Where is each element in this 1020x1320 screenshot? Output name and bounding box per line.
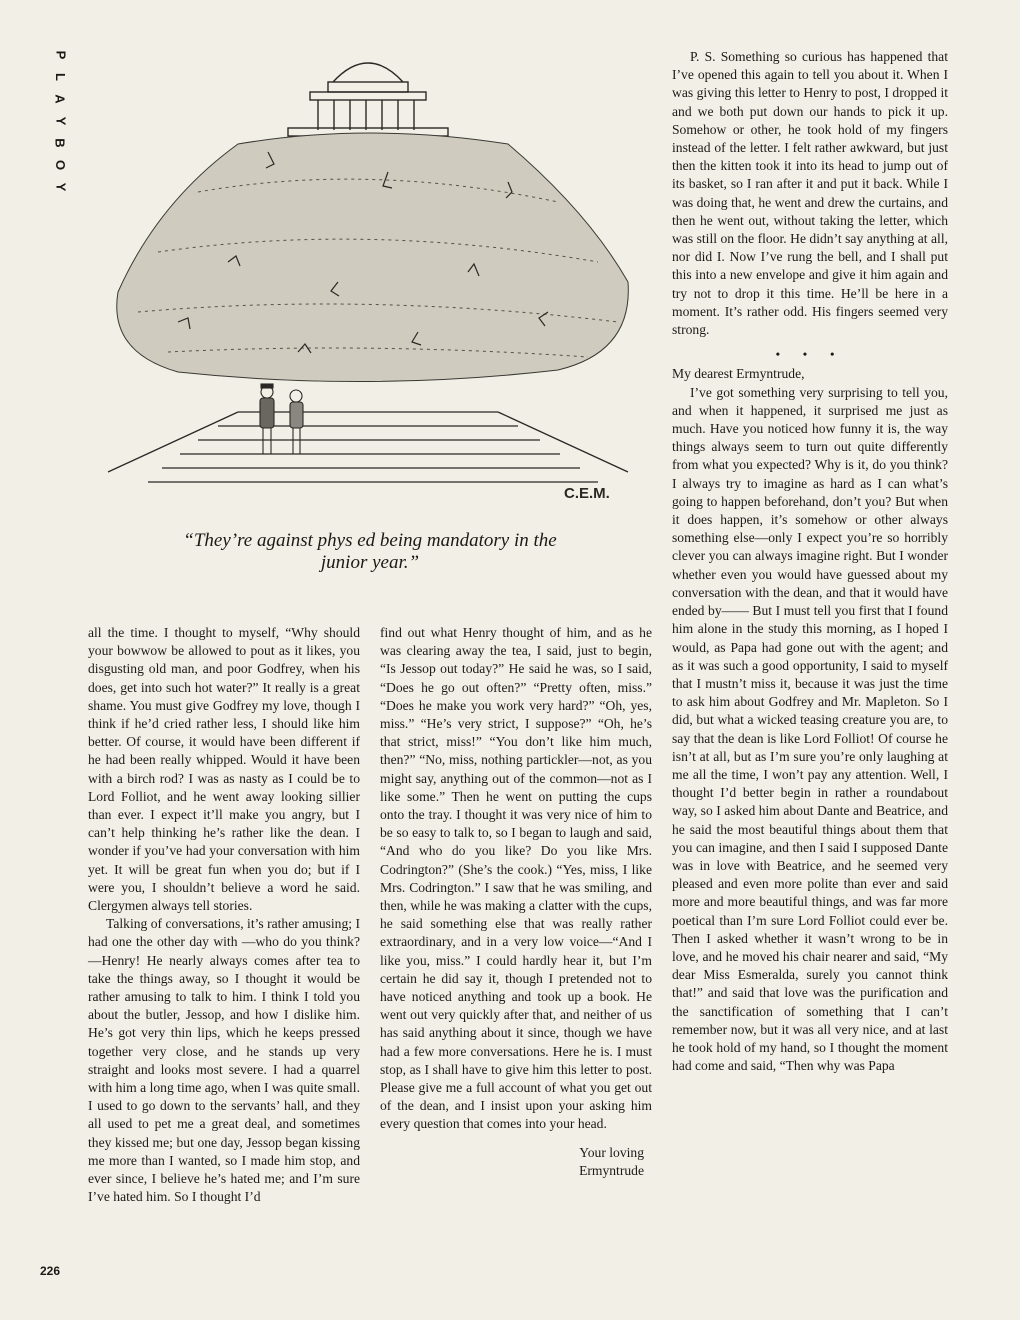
steps-drawing <box>108 412 628 482</box>
paragraph: all the time. I thought to myself, “Why should your bowwow be allowed to pout as it likes, you disgusting old man, and poor Godfrey, when his does, get into such hot water?” It really is a great shame. You must give Godfrey my love, though I think if he’d cried rather less, I should like him better. Of course, it would have been different if he had been really whipped. Would it have been with a birch rod? I was as nasty as I could be to Lord Folliot, and he went away looking sillier than ever. I expect it’ll make you angry, but I can’t help thinking he’s rather like the dean. I wonder if you’ve had your conversation with him yet. It will be great fun when you do; but if I were you, I shouldn’t believe a word he said. Clergymen always tell stories. <box>88 625 360 914</box>
article-column-1 <box>88 624 360 1207</box>
masthead-letter: Y <box>52 116 68 126</box>
cartoon-caption: “They’re against phys ed being mandatory in the junior year.” <box>183 530 557 573</box>
masthead-letter: A <box>52 94 68 104</box>
masthead-letter: O <box>53 159 68 171</box>
article-column-2 <box>380 624 652 1180</box>
masthead-letter: L <box>52 73 68 81</box>
letter-salutation: My dearest Ermyntrude, <box>672 366 805 382</box>
cartoon-illustration <box>88 52 648 522</box>
paragraph: find out what Henry thought of him, and as he was clearing away the tea, I said, just to begin, “Is Jessop out today?” He said he was, so I said, “Does he go out often?” “Pretty often, miss.” “Does he make you work very hard?” “Oh, yes, miss.” “He’s very strict, I suppose?” “Oh, he’s that strict, miss!” “You don’t like him much, then?” “No, miss, nothing partickler—not, as you might say, anything out of the common—not as I like some.” Then he went on putting the cups onto the tray. I thought it was very nice of him to be so easy to talk to, so I began to laugh and said, “And who do you like? Do you like Mrs. Codrington?” (She’s the cook.) “Yes, miss, I like Mrs. Codrington.” I saw that he was smiling, and then, while he was making a clatter with the cups, he said something else that was really rather extraordinary, and in a very low voice—“And I like you, miss.” I could hardly hear it, but I’m certain he did say it, though I pretended not to have noticed anything and took up a book. He went out very quickly after that, and neither of us has said anything about it since, though we have had a few more conversations. Here he is. I must stop, as I shall have to give him this letter to post. Please give me a full account of what you get out of the dean, and I insist upon your asking him every question that comes into your head. <box>380 625 652 1132</box>
masthead-letter: P <box>52 50 68 60</box>
masthead-letter: B <box>52 138 68 148</box>
crowd-drawing <box>117 133 629 382</box>
masthead-letter: Y <box>52 182 68 192</box>
paragraph: I’ve got something very surprising to tell you, and when it happened, it surprised me just as much. Have you noticed how funny it is, the way things always seem to turn out quite differently from what you expected? Why is it, do you think? I always try to imagine as hard as I can what’s going to happen beforehand, don’t you? But when it does happen, it’s somehow or other always something else—only I expect you’re so horribly clever you can always imagine right. But I wonder whether even you would have guessed about my conversation with the dean, and that it would have ended by—— But I must tell you first that I found him alone in the study this morning, as I hoped I would, as Papa had gone out with the agent; and as it was such a good opportunity, I said to myself that I mustn’t miss it, because it was just the time to ask him about Godfrey and Mr. Mapleton. So I did, but what a wicked teasing creature you are, to say that the dean is like Lord Folliot! Of course he isn’t at all, but as I’m sure you’re only laughing at me all the time, I won’t pay any attention. Well, I thought I’d better begin in rather a roundabout way, so I asked him about Dante and Beatrice, and he said the most beautiful things about them that you can imagine, and then I said I supposed Dante was in love with Beatrice, and he seemed very pleased and even more polite than ever and said more and more beautiful things, and was far more poetical than I’m sure Lord Folliot could ever be. Then I asked whether it wasn’t wrong to be in love, and he moved his chair nearer and said, “My dear Miss Esmeralda, surely you cannot think that!” and said that love was the purification and the sanctification of something that I can’t remember now, but it was all very nice, and at last he took hold of my hand, so I thought the moment had come and said, “Then why was Papa <box>672 384 948 1074</box>
signoff-line: Your loving <box>579 1144 644 1160</box>
paragraph: Talking of conversations, it’s rather amusing; I had one the other day with —who do you think?—Henry! He nearly always comes after tea to take the things away, so I thought it would be rather amusing to talk to him. I think I told you about the butler, Jessop, and how I dislike him. He’s got very thin lips, which he keeps pressed together very close, and he stands up very straight and looks most severe. I had a quarrel with him a long time ago, when I was quite small. I used to go down to the servants’ hall, and they all used to pet me a great deal, and sometimes they kissed me; but one day, Jessop began kissing me more than I wanted, so I made him stop, and ever since, I believe he’s hated me; and I’m sure I’ve hated him. So I thought I’d <box>88 916 360 1205</box>
two-men-drawing <box>260 384 303 454</box>
letter-signoff <box>380 1144 652 1180</box>
dome-building-drawing <box>288 63 448 136</box>
section-separator: • • • <box>775 347 845 362</box>
running-head <box>52 44 68 198</box>
cartoon-signature: C.E.M. <box>564 485 610 502</box>
postscript-paragraph: P. S. Something so curious has happened that I’ve opened this again to tell you about it. When I was giving this letter to Henry to post, I dropped it and we both put down our hands to pick it up. Somehow or other, he took hold of my fingers instead of the letter. I felt rather awkward, but just then the kitten took it into its head to jump out of its basket, so I ran after it and put it back. While I was doing that, he went and drew the curtains, and then he went out, without taking the letter, which was still on the floor. He didn’t say anything at all, nor did I. Now I’ve rung the bell, and I shall put this into a new envelope and give it him again and try not to drop it this time. He’ll be here in a moment. It’s rather odd. His fingers seemed very strong. <box>672 49 948 338</box>
page-number: 226 <box>40 1264 61 1278</box>
article-column-3 <box>672 48 948 1075</box>
signoff-signature: Ermyntrude <box>579 1162 644 1178</box>
